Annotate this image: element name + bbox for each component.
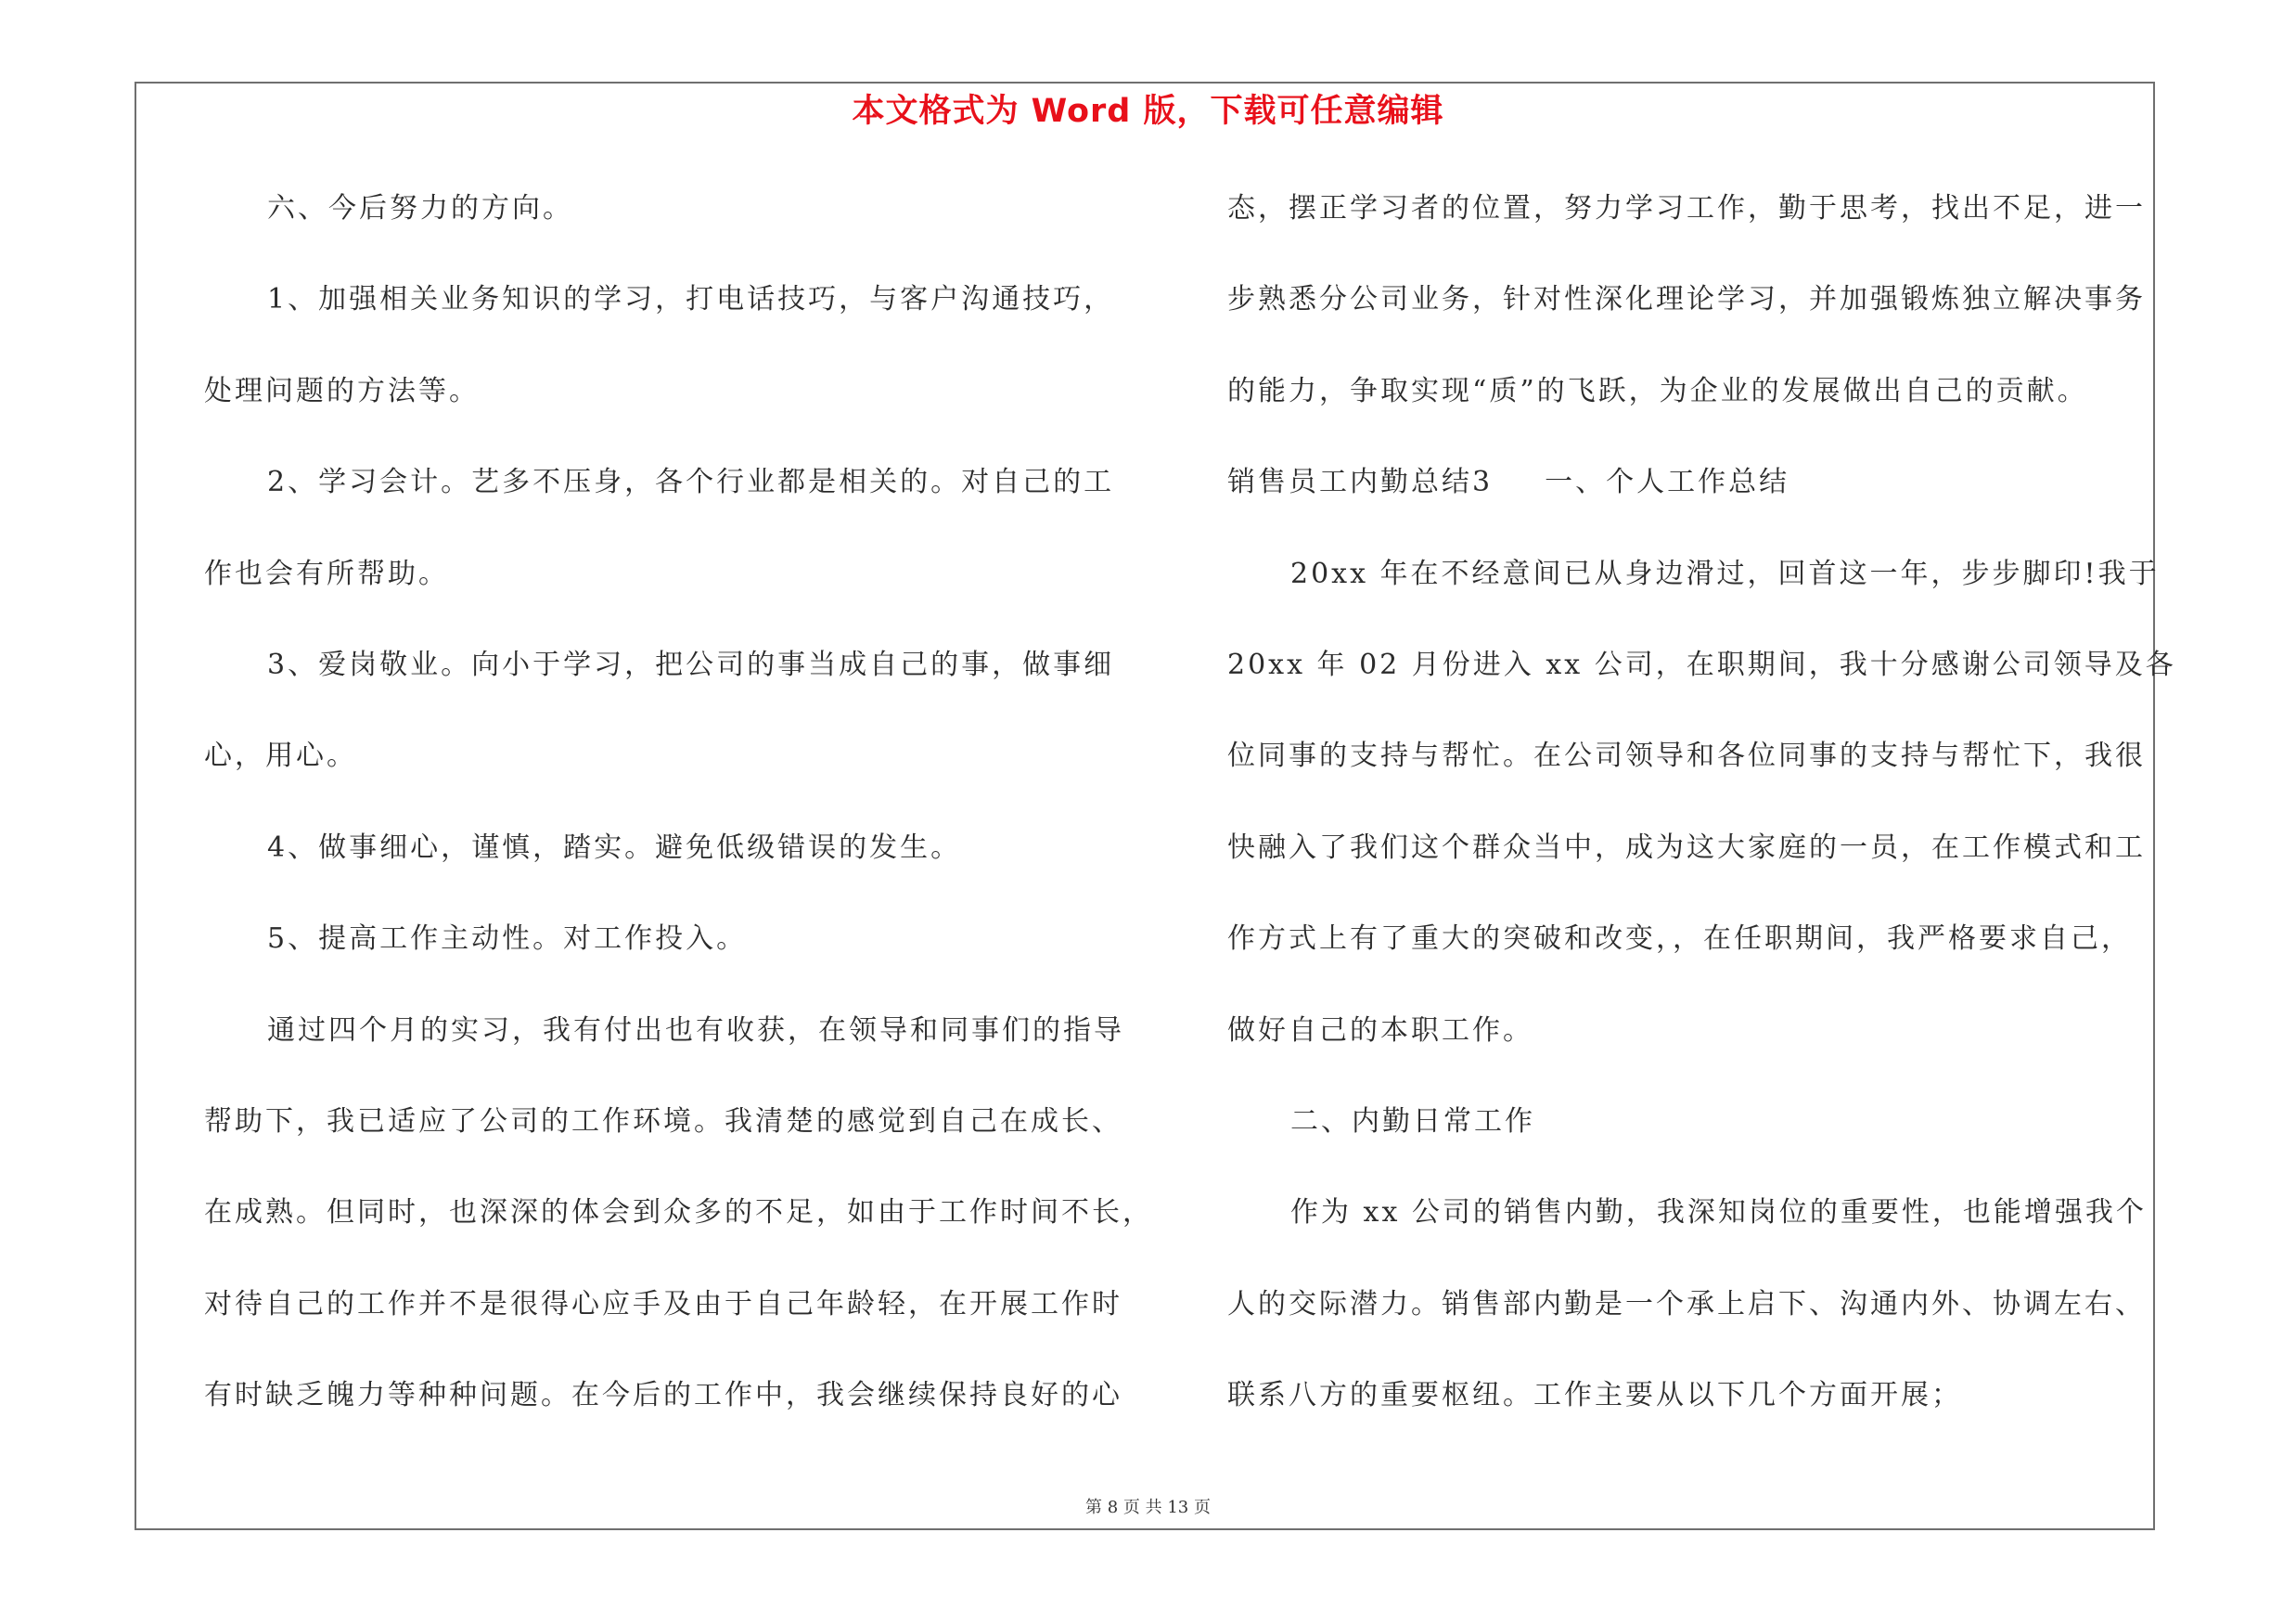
text-line: 处理问题的方法等。 [204, 374, 480, 407]
section-title: 销售员工内勤总结3 [1227, 466, 1494, 499]
text-line: 联系八方的重要枢纽。工作主要从以下几个方面开展； [1227, 1379, 1962, 1412]
right-column [1227, 181, 2176, 1459]
text-line: 作也会有所帮助。 [204, 557, 449, 590]
text-line: 通过四个月的实习，我有付出也有收获，在领导和同事们的指导 [267, 1013, 1124, 1047]
text-line: 作方式上有了重大的突破和改变，，在任职期间，我严格要求自己， [1227, 922, 2132, 956]
format-banner: 本文格式为 Word 版，下载可任意编辑 [852, 93, 1444, 130]
text-line: 的能力，争取实现“质”的飞跃，为企业的发展做出自己的贡献。 [1227, 374, 2088, 407]
text-line: 作为 xx 公司的销售内勤，我深知岗位的重要性，也能增强我个 [1290, 1196, 2147, 1230]
text-line: 步熟悉分公司业务，针对性深化理论学习，并加强锻炼独立解决事务 [1227, 283, 2146, 316]
text-line: 态，摆正学习者的位置，努力学习工作，勤于思考，找出不足，进一 [1227, 192, 2146, 225]
text-line: 在成熟。但同时，也深深的体会到众多的不足，如由于工作时间不长， [204, 1196, 1153, 1230]
text-line: 做好自己的本职工作。 [1227, 1013, 1533, 1047]
text-line: 有时缺乏魄力等种种问题。在今后的工作中，我会继续保持良好的心 [204, 1379, 1122, 1412]
text-line: 二、内勤日常工作 [1290, 1104, 1535, 1138]
text-line: 20xx 年 02 月份进入 xx 公司，在职期间，我十分感谢公司领导及各 [1227, 648, 2176, 681]
text-line: 帮助下，我已适应了公司的工作环境。我清楚的感觉到自己在成长、 [204, 1104, 1122, 1138]
text-line: 2、学习会计。艺多不压身，各个行业都是相关的。对自己的工 [267, 466, 1115, 499]
text-line: 对待自己的工作并不是很得心应手及由于自己年龄轻，在开展工作时 [204, 1287, 1122, 1320]
text-line: 3、爱岗敬业。向小于学习，把公司的事当成自己的事，做事细 [267, 648, 1115, 681]
text-line: 4、做事细心，谨慎，踏实。避免低级错误的发生。 [267, 831, 962, 864]
text-line: 六、今后努力的方向。 [267, 192, 573, 225]
text-line: 心，用心。 [204, 740, 357, 773]
text-line: 1、加强相关业务知识的学习，打电话技巧，与客户沟通技巧， [267, 283, 1115, 316]
text-line: 人的交际潜力。销售部内勤是一个承上启下、沟通内外、协调左右、 [1227, 1287, 2146, 1320]
left-column [204, 181, 1178, 1459]
section-heading-line [1227, 455, 2164, 546]
page-number: 第 8 页 共 13 页 [1085, 1498, 1211, 1517]
subsection-title: 一、个人工作总结 [1545, 466, 1790, 499]
text-line: 20xx 年在不经意间已从身边滑过，回首这一年，步步脚印!我于 [1290, 557, 2160, 590]
text-line: 5、提高工作主动性。对工作投入。 [267, 922, 748, 956]
text-line: 快融入了我们这个群众当中，成为这大家庭的一员，在工作模式和工 [1227, 831, 2146, 864]
text-line: 位同事的支持与帮忙。在公司领导和各位同事的支持与帮忙下，我很 [1227, 740, 2146, 773]
